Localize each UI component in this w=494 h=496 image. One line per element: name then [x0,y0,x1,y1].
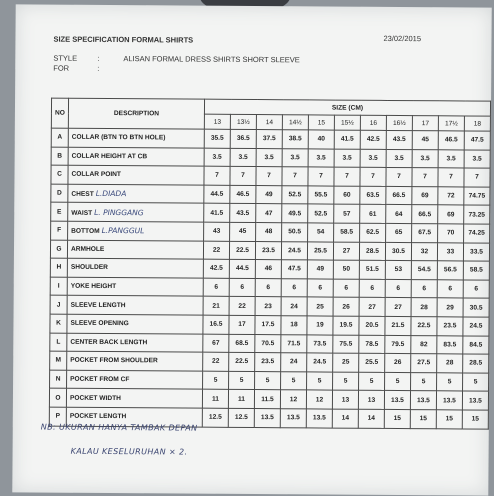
measurement-cell: 79.5 [385,335,411,354]
row-description-cell [67,296,203,316]
row-letter: F [51,221,68,240]
measurement-cell: 12 [306,390,332,409]
measurement-cell: 57 [334,204,360,223]
measurement-cell: 49.5 [282,204,308,223]
measurement-cell: 7 [334,167,360,186]
measurement-cell: 24.5 [281,241,307,260]
measurement-cell: 3.5 [464,150,490,169]
measurement-cell: 22.5 [411,317,437,336]
measurement-cell: 3.5 [334,149,360,168]
measurement-cell: 42.5 [360,130,386,149]
measurement-cell: 13.5 [306,409,332,428]
size-column-header: 14½ [282,115,308,130]
document-date: 23/02/2015 [383,33,422,44]
row-letter: J [50,295,67,314]
row-description-cell [67,314,203,334]
measurement-cell: 13.5 [254,408,280,427]
row-description: YOKE HEIGHT [70,282,117,291]
measurement-cell: 12.5 [228,408,254,427]
measurement-cell: 13 [332,390,358,409]
measurement-cell: 82 [411,335,437,354]
row-description: POCKET WIDTH [69,394,121,402]
measurement-cell: 3.5 [204,148,230,167]
row-letter: O [49,388,66,407]
measurement-cell: 5 [411,372,437,391]
measurement-cell: 62.5 [360,223,386,242]
row-description-cell [67,333,203,353]
measurement-cell: 3.5 [438,149,464,168]
measurement-cell: 47.5 [281,260,307,279]
measurement-cell: 20.5 [359,316,385,335]
measurement-cell: 24 [281,297,307,316]
measurement-cell: 5 [307,372,333,391]
handwritten-annotation: L.DIADA [95,188,127,199]
row-description-cell [67,277,203,297]
measurement-cell: 32 [411,242,437,261]
row-description: POCKET LENGTH [69,412,127,421]
measurement-cell: 38.5 [282,130,308,149]
measurement-cell: 42.5 [203,259,229,278]
measurement-cell: 3.5 [386,149,412,168]
measurement-cell: 5 [333,372,359,391]
measurement-cell: 6 [307,279,333,298]
measurement-cell: 30.5 [463,298,489,317]
measurement-cell: 13.5 [280,409,306,428]
row-description-cell [67,240,203,260]
size-column-header: 17 [412,116,438,131]
measurement-cell: 13.5 [462,391,488,410]
measurement-cell: 21.5 [385,316,411,335]
measurement-cell: 22.5 [229,241,255,260]
measurement-cell: 28.5 [359,242,385,261]
measurement-cell: 7 [308,167,334,186]
row-description-cell [68,203,204,223]
measurement-cell: 43.5 [230,204,256,223]
measurement-cell: 23 [255,297,281,316]
measurement-cell: 26 [333,297,359,316]
measurement-cell: 3.5 [308,148,334,167]
measurement-cell: 28.5 [463,354,489,373]
style-value: ALISAN FORMAL DRESS SHIRTS SHORT SLEEVE [123,54,300,65]
measurement-cell: 25.5 [307,241,333,260]
measurement-cell: 13.5 [410,391,436,410]
measurement-cell: 13.5 [384,391,410,410]
measurement-cell: 72 [438,187,464,206]
measurement-cell: 49 [256,185,282,204]
row-description-cell [66,389,202,409]
measurement-cell: 15 [410,410,436,429]
measurement-cell: 5 [385,372,411,391]
measurement-cell: 6 [411,279,437,298]
row-description-cell [68,184,204,204]
measurement-cell: 18 [281,316,307,335]
measurement-cell: 25 [333,353,359,372]
measurement-cell: 7 [282,167,308,186]
measurement-cell: 43.5 [386,130,412,149]
style-label: STYLE [53,53,78,63]
measurement-cell: 75.5 [333,335,359,354]
measurement-cell: 3.5 [360,149,386,168]
measurement-cell: 6 [255,278,281,297]
row-letter: A [51,128,68,147]
measurement-cell: 28 [411,298,437,317]
measurement-cell: 23.5 [255,353,281,372]
measurement-cell: 6 [333,279,359,298]
no-header: NO [51,98,68,128]
row-letter: N [50,370,67,389]
size-column-header: 17½ [438,116,464,131]
measurement-cell: 17.5 [255,315,281,334]
measurement-cell: 67 [203,334,229,353]
row-description: CHEST [71,190,94,198]
measurement-cell: 25 [307,297,333,316]
spec-sheet [12,4,491,495]
measurement-cell: 6 [359,279,385,298]
measurement-cell: 41.5 [334,130,360,149]
measurement-cell: 66.5 [386,186,412,205]
description-header: DESCRIPTION [68,98,204,129]
measurement-cell: 71.5 [281,334,307,353]
row-letter: M [50,351,67,370]
measurement-cell: 22.5 [229,352,255,371]
row-description: COLLAR (BTN TO BTN HOLE) [71,134,166,142]
measurement-cell: 55.5 [308,186,334,205]
measurement-cell: 66.5 [412,205,438,224]
size-column-header: 13½ [230,114,256,129]
measurement-cell: 65 [386,223,412,242]
row-letter: G [50,240,67,259]
measurement-cell: 5 [255,371,281,390]
measurement-cell: 45 [230,222,256,241]
measurement-cell: 54.5 [411,261,437,280]
measurement-cell: 40 [308,130,334,149]
size-header: SIZE (CM) [204,99,490,116]
measurement-cell: 6 [385,279,411,298]
measurement-cell: 58.5 [334,223,360,242]
measurement-cell: 7 [412,168,438,187]
note-line-2: KALAU KESELURUHAN × 2. [70,446,188,457]
measurement-cell: 27.5 [411,354,437,373]
measurement-cell: 16.5 [203,315,229,334]
measurement-cell: 7 [386,168,412,187]
measurement-cell: 23.5 [437,317,463,336]
measurement-cell: 46 [255,260,281,279]
row-description: WAIST [71,209,93,217]
measurement-cell: 12.5 [202,408,228,427]
measurement-cell: 30.5 [385,242,411,261]
measurement-cell: 7 [256,167,282,186]
measurement-cell: 5 [281,371,307,390]
row-description-cell [67,370,203,390]
measurement-cell: 78.5 [359,335,385,354]
size-column-header: 16½ [386,115,412,130]
size-column-header: 15 [308,115,334,130]
measurement-rows [49,128,490,429]
measurement-cell: 7 [360,167,386,186]
row-letter: P [49,407,66,426]
row-description-cell [68,165,204,185]
row-letter: I [50,277,67,296]
row-letter: B [51,147,68,166]
measurement-cell: 70 [438,224,464,243]
measurement-cell: 6 [203,278,229,297]
for-label: FOR [53,63,70,73]
measurement-cell: 69 [412,186,438,205]
measurement-cell: 5 [203,371,229,390]
row-letter: D [51,184,68,203]
row-description-cell [67,258,203,278]
measurement-cell: 44.5 [204,185,230,204]
measurement-cell: 63.5 [360,186,386,205]
measurement-cell: 22 [203,352,229,371]
measurement-cell: 54 [308,223,334,242]
row-description: BOTTOM [71,228,100,236]
measurement-cell: 24 [281,353,307,372]
row-description-cell [68,221,204,241]
measurement-cell: 47.5 [464,131,490,150]
measurement-cell: 3.5 [230,148,256,167]
measurement-cell: 68.5 [229,334,255,353]
row-description: POCKET FROM SHOULDER [70,357,158,365]
row-description-cell [68,147,204,167]
document-title: SIZE SPECIFICATION FORMAL SHIRTS [53,34,194,45]
measurement-cell: 45 [412,131,438,150]
row-letter: K [50,314,67,333]
measurement-cell: 48 [256,222,282,241]
measurement-cell: 52.5 [282,185,308,204]
measurement-cell: 14 [358,409,384,428]
measurement-cell: 33.5 [463,243,489,262]
measurement-cell: 28 [437,354,463,373]
row-description: CENTER BACK LENGTH [70,338,148,347]
measurement-cell: 70.5 [255,334,281,353]
measurement-cell: 5 [229,371,255,390]
measurement-cell: 6 [463,280,489,299]
measurement-cell: 5 [463,373,489,392]
row-description-cell [68,128,204,148]
measurement-cell: 11 [202,389,228,408]
measurement-cell: 74.75 [464,187,490,206]
measurement-cell: 24.5 [463,317,489,336]
measurement-cell: 69 [438,205,464,224]
measurement-cell: 21 [203,297,229,316]
measurement-cell: 11 [228,390,254,409]
measurement-cell: 58.5 [463,261,489,280]
measurement-cell: 50 [333,260,359,279]
measurement-cell: 35.5 [204,129,230,148]
measurement-cell: 5 [359,372,385,391]
style-colon: : [97,53,100,63]
measurement-cell: 15 [462,410,488,429]
measurement-cell: 64 [386,205,412,224]
measurement-cell: 46.5 [230,185,256,204]
measurement-cell: 27 [385,298,411,317]
measurement-cell: 41.5 [204,204,230,223]
measurement-cell: 7 [464,168,490,187]
measurement-cell: 6 [437,280,463,299]
handwritten-annotation: L. PINGGANG [94,207,144,217]
measurement-cell: 84.5 [463,336,489,355]
measurement-cell: 26 [385,354,411,373]
measurement-cell: 50.5 [282,223,308,242]
measurement-cell: 46.5 [438,131,464,150]
measurement-cell: 56.5 [437,261,463,280]
measurement-cell: 3.5 [412,149,438,168]
measurement-cell: 3.5 [256,148,282,167]
handwritten-annotation: L.PANGGUL [101,226,145,236]
measurement-cell: 60 [334,186,360,205]
measurement-cell: 6 [281,278,307,297]
measurement-cell: 73.25 [464,205,490,224]
row-letter: L [50,333,67,352]
measurement-cell: 14 [332,409,358,428]
measurement-cell: 22 [229,297,255,316]
measurement-cell: 19 [307,316,333,335]
size-column-header: 14 [256,115,282,130]
row-description-cell [67,351,203,371]
size-column-header: 16 [360,115,386,130]
measurement-cell: 67.5 [412,224,438,243]
for-colon: : [97,63,100,73]
row-description: SLEEVE LENGTH [70,301,126,309]
measurement-cell: 7 [230,167,256,186]
measurement-cell: 36.5 [230,129,256,148]
size-column-header: 18 [464,116,490,131]
measurement-cell: 15 [436,410,462,429]
measurement-cell: 3.5 [282,148,308,167]
row-letter: E [51,202,68,221]
measurement-cell: 7 [204,166,230,185]
row-description: ARMHOLE [70,245,105,253]
measurement-cell: 24.5 [307,353,333,372]
measurement-cell: 13.5 [436,391,462,410]
measurement-cell: 73.5 [307,334,333,353]
measurement-cell: 44.5 [229,259,255,278]
row-letter: C [51,165,68,184]
measurement-cell: 52.5 [308,204,334,223]
measurement-cell: 23.5 [255,241,281,260]
measurement-cell: 33 [437,242,463,261]
note-line-1: NB: UKURAN HANYA TAMBAK DEPAN [40,422,198,433]
row-description: SLEEVE OPENING [70,319,129,328]
measurement-cell: 25.5 [359,353,385,372]
measurement-cell: 5 [437,373,463,392]
measurement-cell: 22 [203,241,229,260]
measurement-cell: 27 [359,298,385,317]
measurement-cell: 27 [333,242,359,261]
size-spec-table [49,98,491,430]
measurement-cell: 11.5 [254,390,280,409]
size-column-header: 13 [204,114,230,129]
row-letter: H [50,258,67,277]
measurement-cell: 53 [385,261,411,280]
measurement-cell: 37.5 [256,130,282,149]
measurement-cell: 7 [438,168,464,187]
measurement-cell: 13 [358,391,384,410]
measurement-cell: 61 [360,205,386,224]
measurement-cell: 49 [307,260,333,279]
row-description: SHOULDER [70,264,108,272]
measurement-cell: 51.5 [359,260,385,279]
measurement-cell: 29 [437,298,463,317]
row-description: POCKET FROM CF [70,375,130,384]
size-column-header: 15½ [334,115,360,130]
row-description: COLLAR POINT [71,171,121,179]
row-description: COLLAR HEIGHT AT CB [71,152,148,161]
measurement-cell: 15 [384,409,410,428]
measurement-cell: 83.5 [437,335,463,354]
measurement-cell: 74.25 [464,224,490,243]
measurement-cell: 19.5 [333,316,359,335]
measurement-cell: 47 [256,204,282,223]
measurement-cell: 17 [229,315,255,334]
measurement-cell: 6 [229,278,255,297]
measurement-cell: 12 [280,390,306,409]
measurement-cell: 43 [204,222,230,241]
